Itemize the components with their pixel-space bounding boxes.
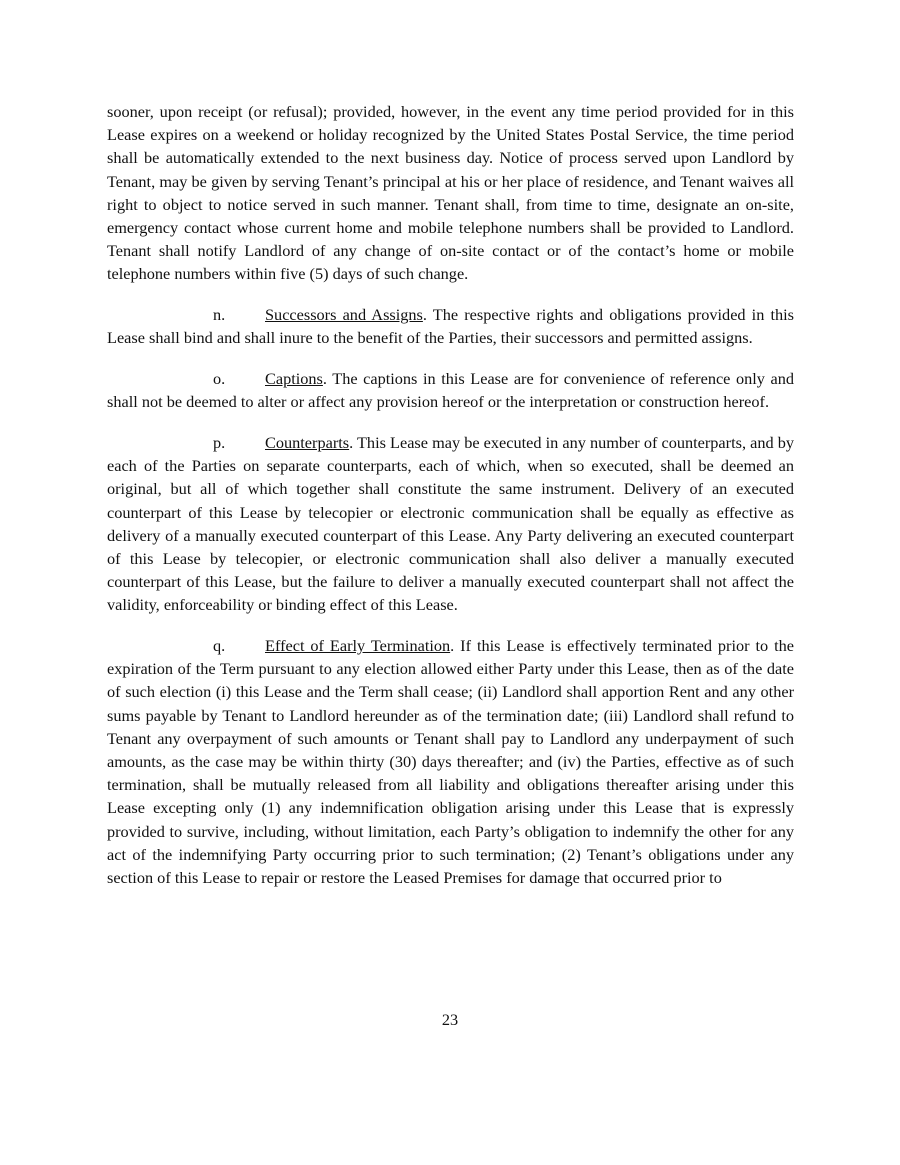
paragraph-text: . The respective rights and obligations provided in this Lease shall bind and shall inure to the benefit of the Parties, their successors and permitted assigns. [107, 305, 794, 348]
paragraph-notices-continued [107, 100, 794, 286]
paragraph-text: . This Lease may be executed in any number of counterparts, and by each of the Parties on separate counterparts, each of which, when so executed, shall be deemed an original, but all of which together shall constitute the same instrument. Delivery of an executed counterpart of this Lease by telecopier or electronic communication shall be equally as effective as delivery of a manually executed counterpart of this Lease. Any Party delivering an executed counterpart of this Lease by telecopier, or electronic communication shall also deliver a manually executed counterpart of this Lease, but the failure to deliver a manually executed counterpart shall not affect the validity, enforceability or binding effect of this Lease. [107, 432, 794, 615]
section-o-captions [107, 367, 794, 413]
page-number: 23 [441, 1010, 459, 1029]
section-heading: Counterparts [265, 432, 350, 452]
paragraph-text: . If this Lease is effectively terminated prior to the expiration of the Term pursuant to any election allowed either Party under this Lease, then as of the date of such election (i) this Lease and the Term shall cease; (ii) Landlord shall apportion Rent and any other sums payable by Tenant to Landlord hereunder as of the termination date; (iii) Landlord shall refund to Tenant any overpayment of such amounts or Tenant shall pay to Landlord any underpayment of such amounts, as the case may be within thirty (30) days thereafter; and (iv) the Parties, effective as of such termination, shall be mutually released from all liability and obligations thereafter arising under this Lease excepting only (1) any indemnification obligation arising under this Lease that is expressly provided to survive, including, without limitation, each Party’s obligation to indemnify the other for any act of the indemnifying Party occurring prior to such termination; (2) Tenant’s obligations under any section of this Lease to repair or restore the Leased Premises for damage that occurred prior to [107, 636, 794, 888]
paragraph-text: . The captions in this Lease are for convenience of reference only and shall not be deemed to alter or affect any provision hereof or the interpretation or construction hereof. [107, 369, 794, 412]
section-p-counterparts [107, 431, 794, 617]
document-page [107, 100, 794, 907]
paragraph-text: sooner, upon receipt (or refusal); provided, however, in the event any time period provided for in this Lease expires on a weekend or holiday recognized by the United States Postal Service, the time period shall be automatically extended to the next business day. Notice of process served upon Landlord by Tenant, may be given by serving Tenant’s principal at his or her place of residence, and Tenant waives all right to object to notice served in such manner. Tenant shall, from time to time, designate an on-site, emergency contact whose current home and mobile telephone numbers shall be provided to Landlord. Tenant shall notify Landlord of any change of on-site contact or of the contact’s home or mobile telephone numbers within five (5) days of such change. [107, 102, 794, 284]
section-number: q. [213, 636, 226, 656]
section-number: n. [213, 305, 226, 325]
section-heading: Effect of Early Termination [265, 636, 451, 656]
section-heading: Captions [265, 369, 323, 389]
section-n-successors-and-assigns [107, 303, 794, 349]
section-number: o. [213, 369, 226, 389]
section-q-effect-of-early-termination [107, 634, 794, 889]
section-heading: Successors and Assigns [265, 305, 423, 325]
section-number: p. [213, 432, 226, 452]
